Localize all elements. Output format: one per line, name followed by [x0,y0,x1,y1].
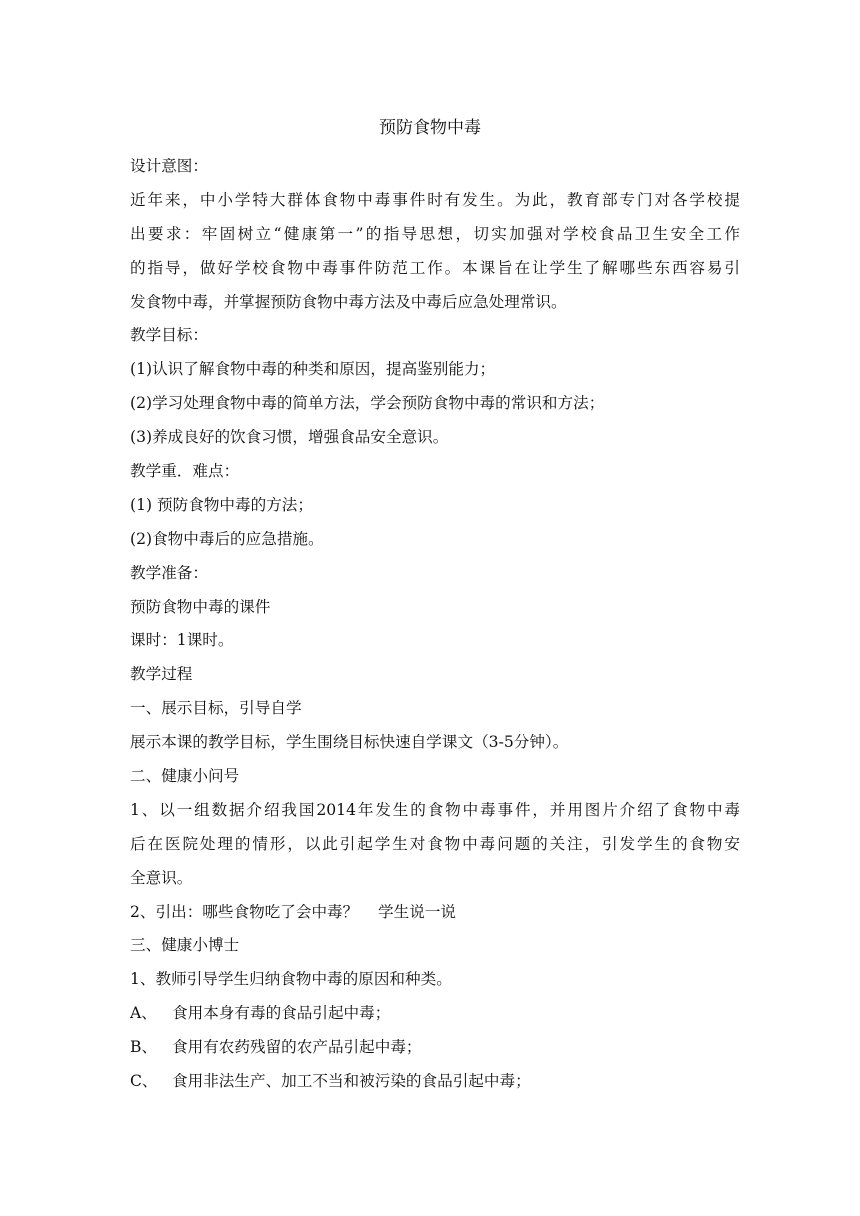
objective-item: (2)学习处理食物中毒的简单方法，学会预防食物中毒的常识和方法； [130,394,605,413]
paragraph-line: 的指导，做好学校食物中毒事件防范工作。本课旨在让学生了解哪些东西容易引 [130,258,740,277]
section-heading-process: 教学过程 [130,665,193,684]
list-item [130,1035,740,1069]
process-step-heading: 三、健康小博士 [130,936,240,955]
list-item-text: 食用本身有毒的食品引起中毒； [172,1004,391,1023]
process-step-heading: 一、展示目标，引导自学 [130,699,302,718]
paragraph-line: 1、教师引导学生归纳食物中毒的原因和种类。 [130,970,452,989]
document-body [130,154,740,1103]
list-item [130,1069,740,1103]
paragraph-line: 全意识。 [130,868,193,887]
list-item [130,1001,740,1035]
objective-item: (3)养成良好的饮食习惯，增强食品安全意识。 [130,428,449,447]
list-item-marker: C、 [130,1072,158,1091]
objective-item: (1)认识了解食物中毒的种类和原因，提高鉴别能力； [130,360,496,379]
paragraph-line: 近年来，中小学特大群体食物中毒事件时有发生。为此，教育部专门对各学校提 [130,190,740,209]
document-title: 预防食物中毒 [379,118,481,138]
paragraph-line: 后在医院处理的情形，以此引起学生对食物中毒问题的关注，引发学生的食物安 [130,834,740,853]
process-step-heading: 二、健康小问号 [130,767,240,786]
paragraph-line: 发食物中毒，并掌握预防食物中毒方法及中毒后应急处理常识。 [130,292,567,311]
paragraph-line: 1、以一组数据介绍我国2014年发生的食物中毒事件，并用图片介绍了食物中毒 [130,800,740,819]
key-point-item: (2)食物中毒后的应急措施。 [130,529,324,548]
preparation-text: 预防食物中毒的课件 [130,597,271,616]
section-heading-objectives: 教学目标： [130,326,208,345]
section-heading-key-points: 教学重．难点： [130,462,240,481]
list-item-text: 食用有农药残留的农产品引起中毒； [172,1038,422,1057]
key-point-item: (1) 预防食物中毒的方法； [130,495,313,514]
class-hours-text: 课时：1课时。 [130,631,234,650]
list-item-marker: B、 [130,1038,158,1057]
list-item-text: 食用非法生产、加工不当和被污染的食品引起中毒； [172,1072,531,1091]
list-item-marker: A、 [130,1004,157,1023]
paragraph-line: 2、引出：哪些食物吃了会中毒？ 学生说一说 [130,902,457,921]
process-step-text: 展示本课的教学目标，学生围绕目标快速自学课文（3-5分钟）。 [130,733,569,752]
paragraph-line: 出要求：牢固树立“健康第一”的指导思想，切实加强对学校食品卫生安全工作 [130,224,740,243]
section-heading-preparation: 教学准备： [130,563,208,582]
section-heading-design-intent: 设计意图： [130,157,208,175]
